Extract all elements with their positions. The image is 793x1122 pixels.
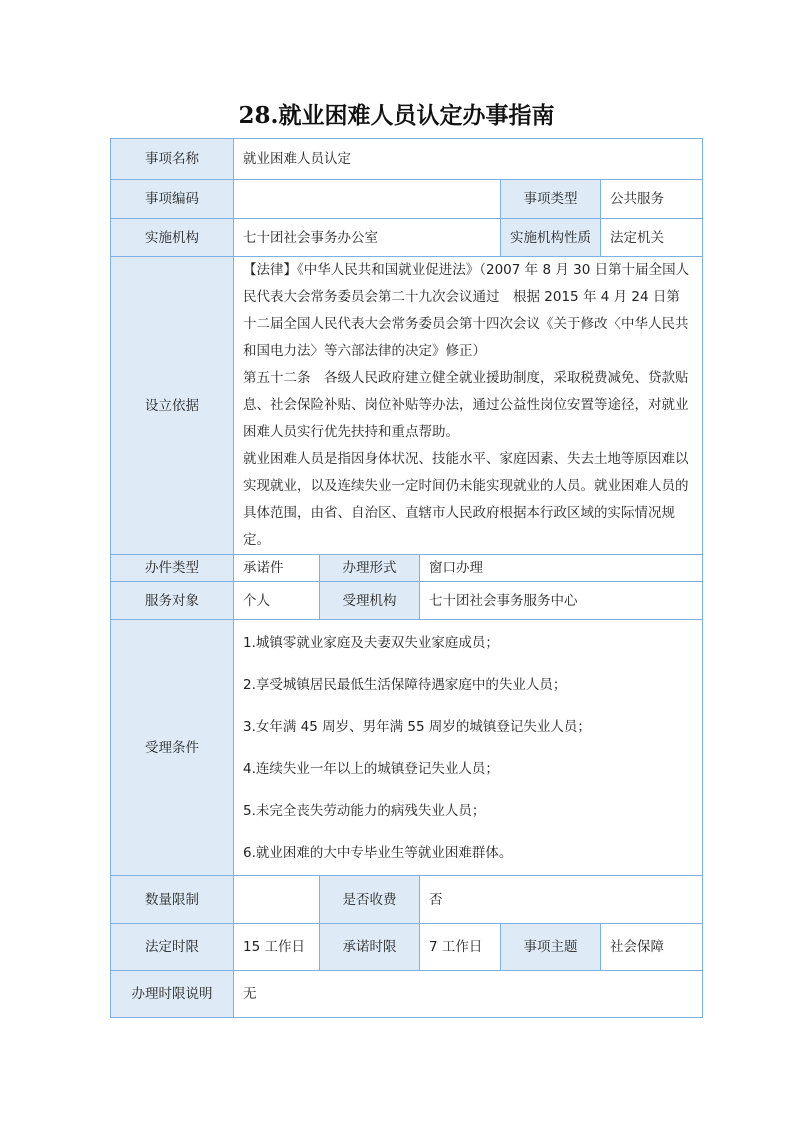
time-limit-note-value: 无 (234, 971, 703, 1018)
item-name-label: 事项名称 (111, 139, 234, 180)
table-row (111, 876, 703, 924)
basis-paragraph: 就业困难人员是指因身体状况、技能水平、家庭因素、失去土地等原因难以实现就业，以及连续失业一定时间仍未能实现就业的人员。就业困难人员的具体范围，由省、自治区、直辖市人民政府根据本行政区域的实际情况规定。 (243, 451, 689, 548)
item-name-value: 就业困难人员认定 (234, 139, 703, 180)
page-title: 28.就业困难人员认定办事指南 (238, 102, 555, 129)
table-row (111, 219, 703, 257)
quantity-limit-value (234, 876, 320, 924)
table-row (111, 620, 703, 876)
conditions-label: 受理条件 (111, 620, 234, 876)
handling-form-value: 窗口办理 (420, 555, 703, 582)
table-row (111, 971, 703, 1018)
condition-item: 2.享受城镇居民最低生活保障待遇家庭中的失业人员； (243, 676, 567, 693)
item-type-value: 公共服务 (601, 180, 703, 219)
table-row (111, 924, 703, 971)
condition-item: 5.未完全丧失劳动能力的病残失业人员； (243, 802, 486, 819)
item-code-label: 事项编码 (111, 180, 234, 219)
promised-time-limit-value: 7 工作日 (420, 924, 501, 971)
agency-nature-label: 实施机构性质 (501, 219, 601, 257)
condition-item: 1.城镇零就业家庭及夫妻双失业家庭成员； (243, 634, 499, 651)
item-type-label: 事项类型 (501, 180, 601, 219)
basis-label: 设立依据 (111, 257, 234, 555)
agency-nature-value: 法定机关 (601, 219, 703, 257)
guide-table (110, 138, 703, 1018)
item-theme-value: 社会保障 (601, 924, 703, 971)
handling-form-label: 办理形式 (320, 555, 420, 582)
accepting-agency-label: 受理机构 (320, 582, 420, 620)
case-type-value: 承诺件 (234, 555, 320, 582)
fee-label: 是否收费 (320, 876, 420, 924)
table-row (111, 139, 703, 180)
table-row (111, 555, 703, 582)
promised-time-limit-label: 承诺时限 (320, 924, 420, 971)
service-target-value: 个人 (234, 582, 320, 620)
basis-paragraph: 第五十二条 各级人民政府建立健全就业援助制度，采取税费减免、贷款贴息、社会保险补贴、岗位补贴等办法，通过公益性岗位安置等途径，对就业困难人员实行优先扶持和重点帮助。 (243, 370, 689, 440)
conditions-list (234, 620, 703, 876)
accepting-agency-value: 七十团社会事务服务中心 (420, 582, 703, 620)
legal-time-limit-value: 15 工作日 (234, 924, 320, 971)
legal-time-limit-label: 法定时限 (111, 924, 234, 971)
condition-item: 4.连续失业一年以上的城镇登记失业人员； (243, 760, 499, 777)
agency-label: 实施机构 (111, 219, 234, 257)
table-row (111, 582, 703, 620)
condition-item: 6.就业困难的大中专毕业生等就业困难群体。 (243, 844, 513, 861)
condition-item: 3.女年满 45 周岁、男年满 55 周岁的城镇登记失业人员； (243, 718, 591, 735)
table-row (111, 180, 703, 219)
fee-value: 否 (420, 876, 703, 924)
item-code-value (234, 180, 501, 219)
table-row (111, 257, 703, 555)
case-type-label: 办件类型 (111, 555, 234, 582)
item-theme-label: 事项主题 (501, 924, 601, 971)
basis-content (234, 257, 703, 555)
quantity-limit-label: 数量限制 (111, 876, 234, 924)
time-limit-note-label: 办理时限说明 (111, 971, 234, 1018)
basis-paragraph: 【法律】《中华人民共和国就业促进法》（2007 年 8 月 30 日第十届全国人民代表大会常务委员会第二十九次会议通过 根据 2015 年 4 月 24 日第十二届全国人民代表大会常务委员会第十四次会议《关于修改〈中华人民共和国电力法〉等六部法律的决定》修正） (243, 262, 690, 359)
service-target-label: 服务对象 (111, 582, 234, 620)
agency-value: 七十团社会事务办公室 (234, 219, 501, 257)
